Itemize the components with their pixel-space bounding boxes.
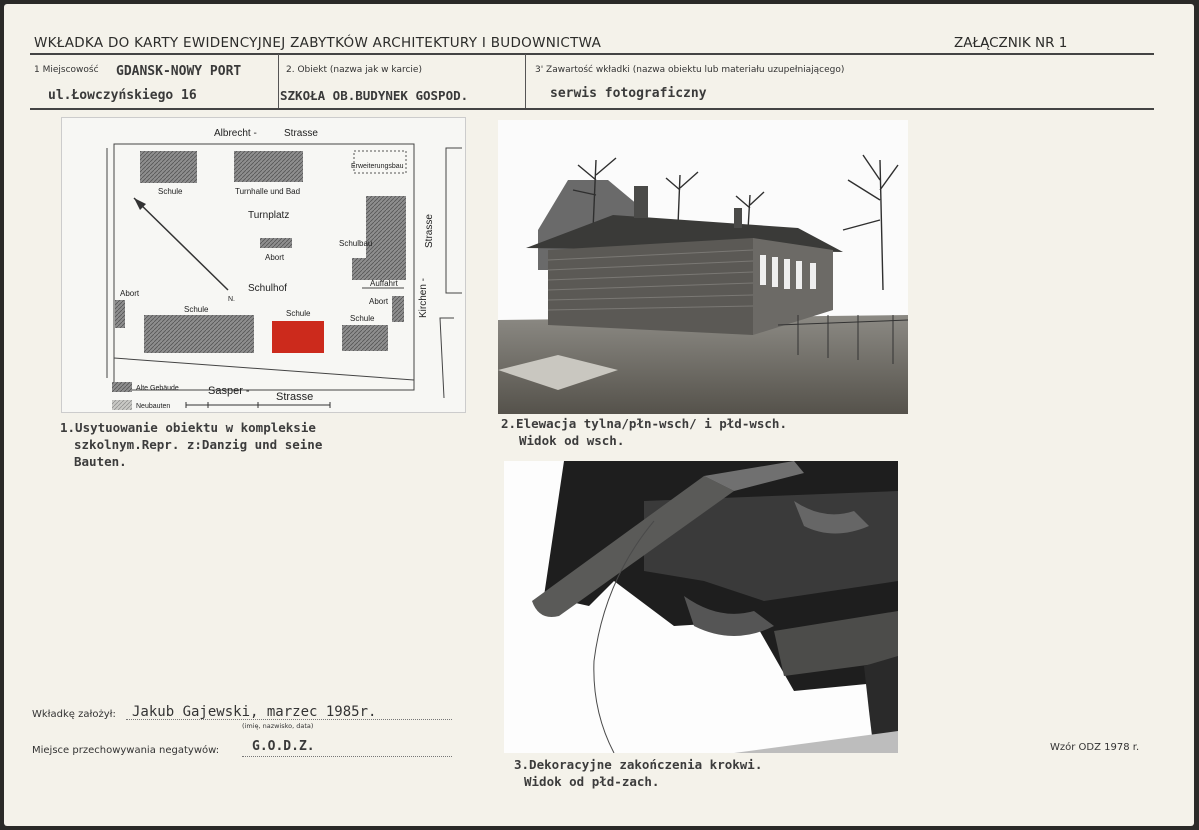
label-schule-nw: Schule	[158, 187, 183, 196]
storage-value: G.O.D.Z.	[252, 739, 315, 754]
label-turnplatz: Turnplatz	[248, 210, 290, 221]
header-top-rule	[30, 53, 1154, 55]
street-top-a: Albrecht -	[214, 128, 257, 139]
building-turnhalle	[234, 151, 303, 182]
storage-label: Miejsce przechowywania negatywów:	[32, 745, 220, 756]
label-turnhalle: Turnhalle und Bad	[235, 187, 301, 196]
building-abort-left	[115, 300, 125, 328]
site-plan-photo	[61, 117, 466, 413]
caption-3-line-2: Widok od płd-zach.	[524, 774, 660, 789]
label-auffahrt: Auffahrt	[370, 279, 398, 288]
annex-number: ZAŁĄCZNIK NR 1	[954, 35, 1068, 51]
location-label: 1 Miejscowość	[34, 65, 99, 75]
prepared-by-label: Wkładkę założył:	[32, 709, 116, 720]
label-schule-left: Schule	[184, 305, 209, 314]
object-value: SZKOŁA OB.BUDYNEK GOSPOD.	[280, 88, 469, 103]
caption-elevation	[501, 415, 787, 449]
legend-old-swatch	[112, 382, 132, 392]
header-bottom-rule	[30, 108, 1154, 110]
field-divider-2	[525, 54, 526, 108]
legend-old-label: Alte Gebäude	[136, 385, 179, 392]
caption-2-line-2: Widok od wsch.	[519, 433, 625, 448]
caption-site-plan	[60, 419, 322, 470]
caption-1-line-1: 1.Usytuowanie obiektu w kompleksie	[60, 420, 316, 435]
site-plan-map	[62, 118, 465, 412]
storage-line	[242, 756, 452, 757]
street-bottom-a: Sasper -	[208, 385, 250, 397]
caption-2-line-1: 2.Elewacja tylna/płn-wsch/ i płd-wsch.	[501, 416, 787, 431]
street-right-b: Strasse	[424, 214, 435, 248]
north-arrow	[134, 198, 228, 290]
label-abort-left: Abort	[120, 289, 140, 298]
building-abort-right	[392, 296, 404, 322]
right-street-edge	[446, 148, 462, 293]
location-value: GDANSK-NOWY PORT	[116, 64, 242, 79]
legend-new-swatch	[112, 400, 132, 410]
prepared-by-value: Jakub Gajewski, marzec 1985r.	[132, 704, 377, 720]
form-template-id: Wzór ODZ 1978 r.	[1050, 742, 1140, 753]
prepared-by-hint: (imię, nazwisko, data)	[242, 722, 314, 730]
elevation-photo	[498, 120, 908, 414]
building-schule-red	[272, 321, 324, 353]
label-erweiterungsbau: Erweiterungsbau	[351, 163, 404, 170]
object-label: 2. Obiekt (nazwa jak w karcie)	[286, 65, 422, 75]
street-top-b: Strasse	[284, 128, 318, 139]
building-schule-right	[342, 325, 388, 351]
form-title: WKŁADKA DO KARTY EWIDENCYJNEJ ZABYTKÓW ARCHITEKTURY I BUDOWNICTWA	[34, 35, 602, 51]
label-schule-right: Schule	[350, 314, 375, 323]
building-abort-center	[260, 238, 292, 248]
street-right-a: Kirchen -	[418, 277, 429, 318]
field-divider-1	[278, 54, 279, 108]
caption-3-line-1: 3.Dekoracyjne zakończenia krokwi.	[514, 757, 763, 772]
legend-new-label: Neubauten	[136, 403, 171, 410]
label-north: N.	[228, 296, 235, 303]
label-schulbau: Schulbau	[339, 239, 373, 248]
caption-1-line-3: Bauten.	[74, 454, 127, 469]
label-abort-right: Abort	[369, 297, 389, 306]
record-card	[4, 4, 1194, 826]
building-schule-nw	[140, 151, 197, 183]
label-schulhof: Schulhof	[248, 283, 287, 294]
contents-label: 3' Zawartość wkładki (nazwa obiektu lub materiału uzupełniającego)	[535, 65, 845, 75]
building-schulbau	[352, 196, 406, 280]
rafter-detail-photo	[504, 461, 898, 753]
contents-value: serwis fotograficzny	[550, 86, 707, 101]
street-value: ul.Łowczyńskiego 16	[48, 88, 197, 103]
building-schule-left	[144, 315, 254, 353]
caption-rafter-detail	[514, 756, 762, 790]
label-schule-red: Schule	[286, 309, 311, 318]
street-bottom-b: Strasse	[276, 391, 314, 403]
caption-1-line-2: szkolnym.Repr. z:Danzig und seine	[74, 437, 323, 452]
label-abort-center: Abort	[265, 253, 285, 262]
